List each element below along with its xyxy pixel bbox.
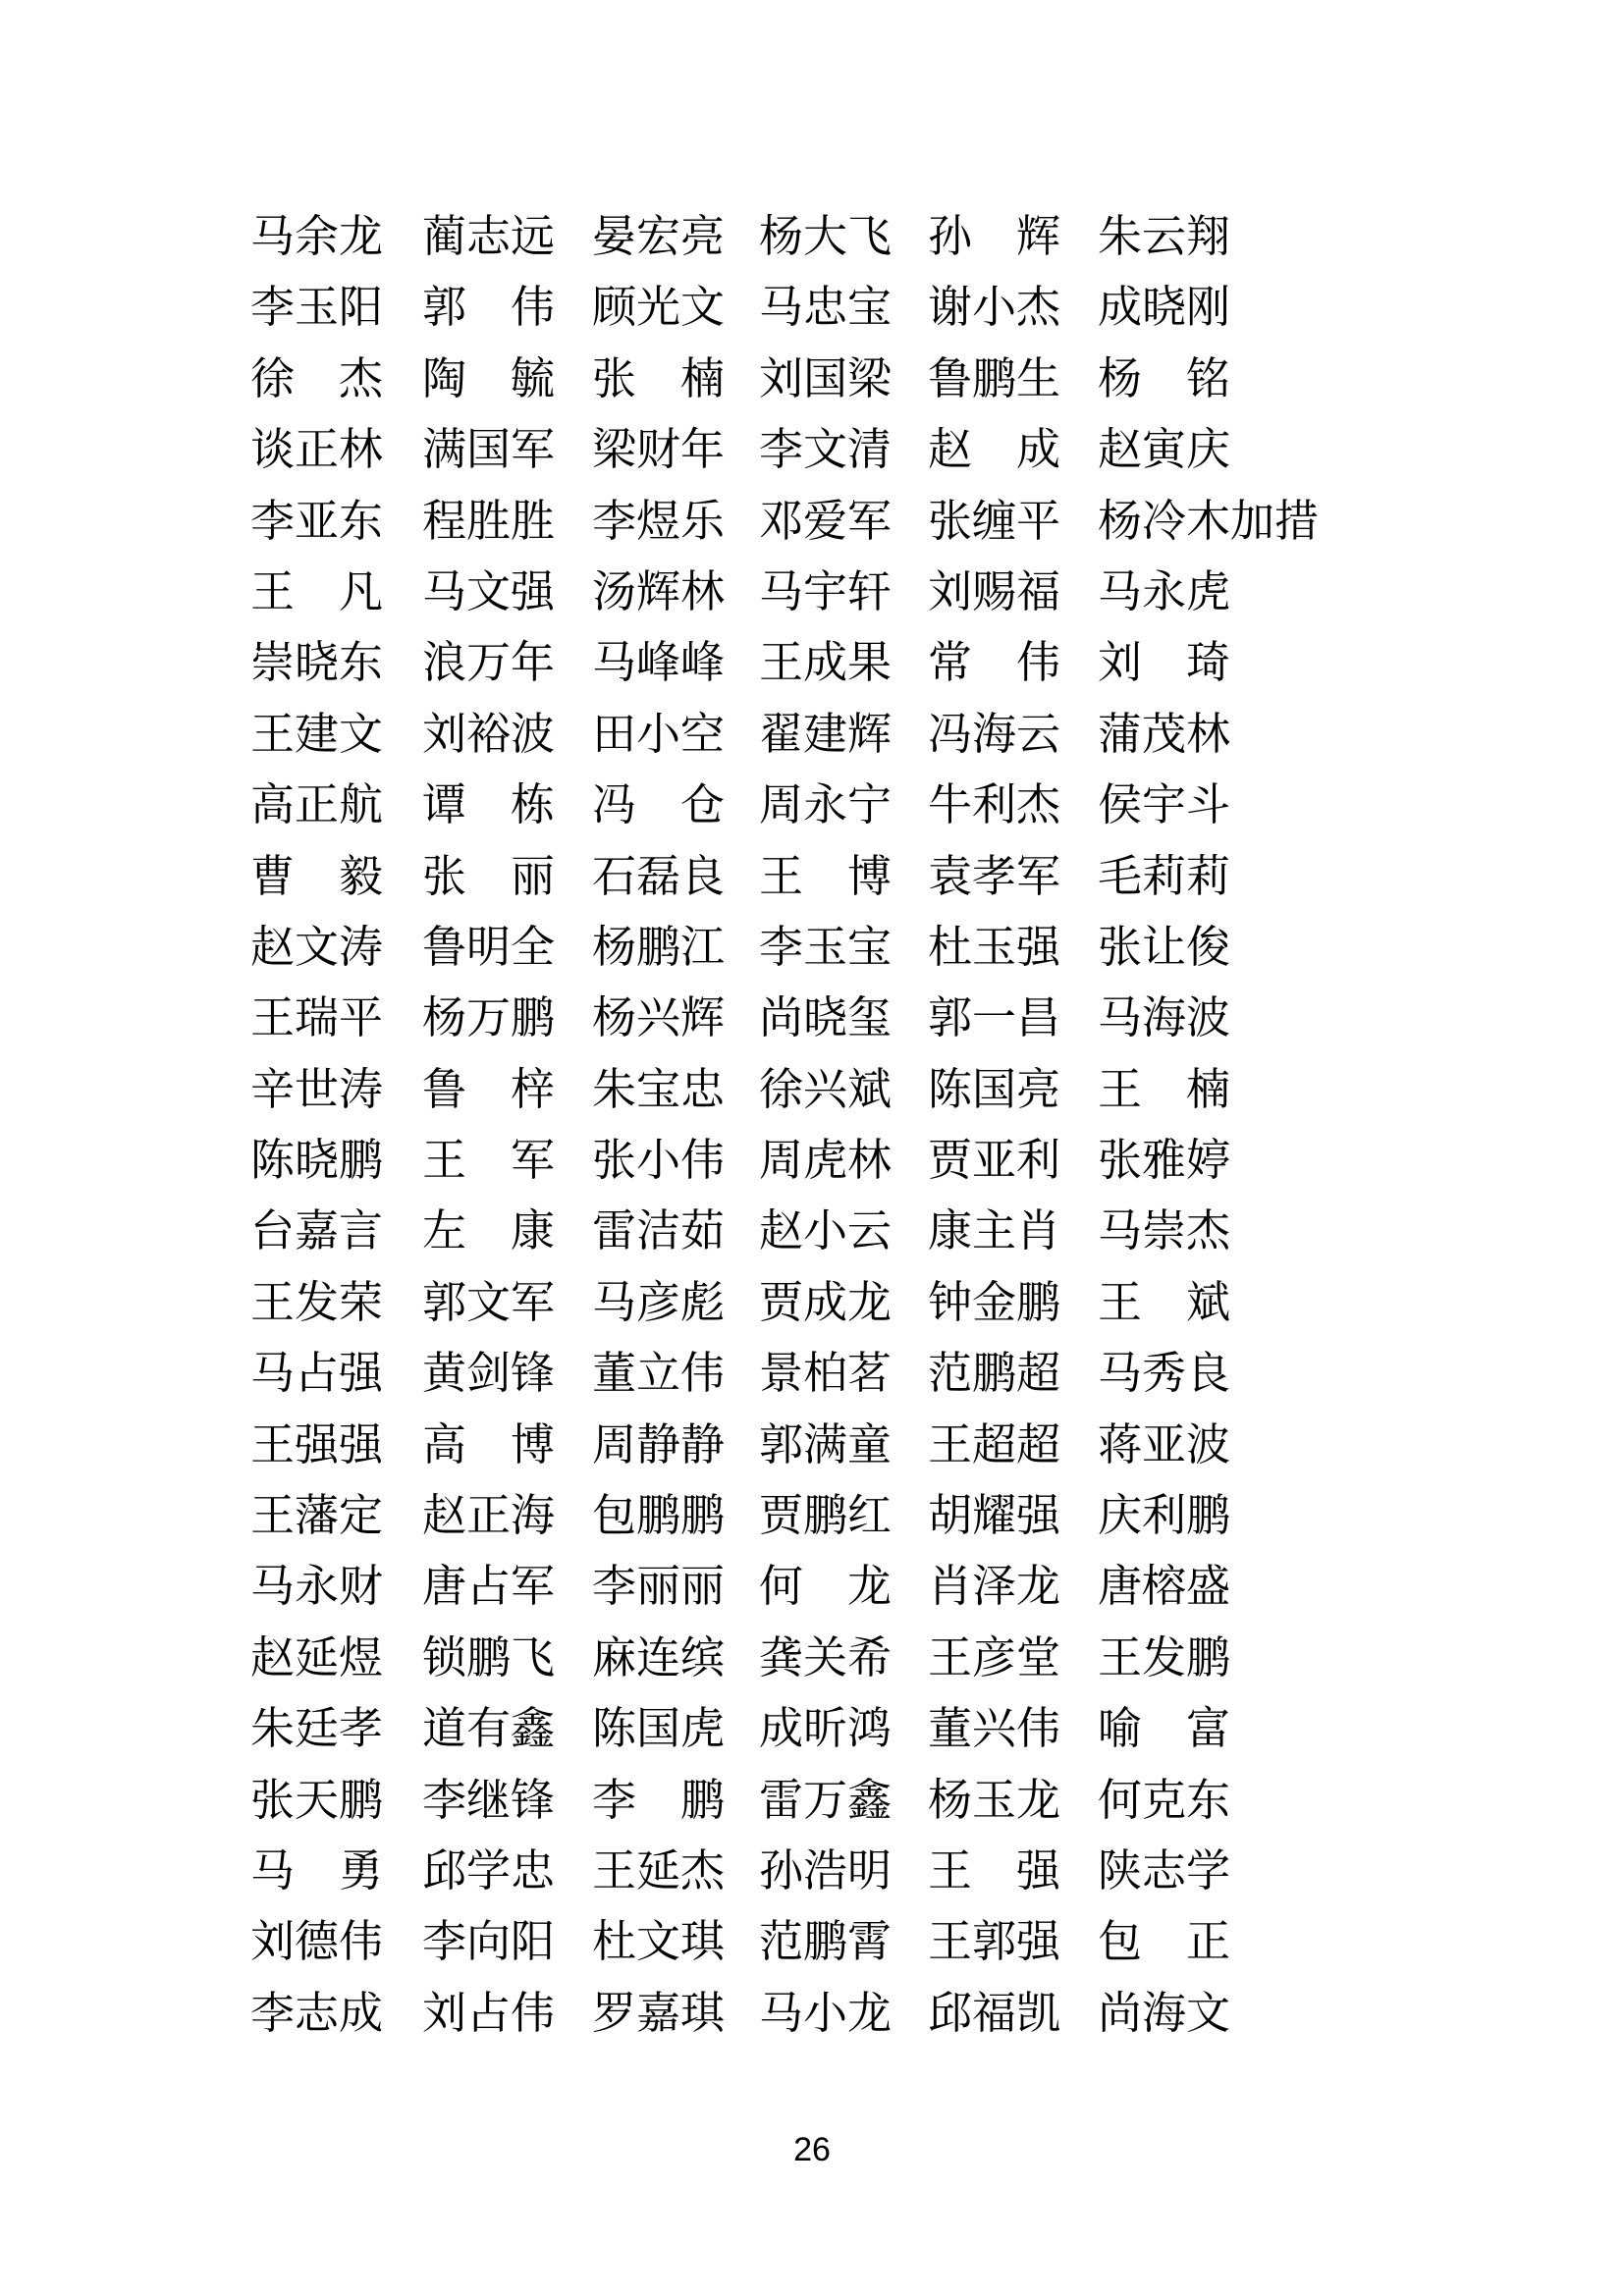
page-number: 26 [793,2131,831,2168]
name-cell: 李玉宝 [759,922,893,972]
name-cell: 雷洁茹 [592,1206,726,1256]
name-cell: 谭 栋 [422,780,556,830]
name-cell: 蔺志远 [422,212,556,261]
name-cell: 王藩定 [250,1491,384,1541]
name-row [250,1338,1488,1409]
name-row [250,414,1488,485]
name-cell: 成昕鸿 [759,1704,893,1754]
name-cell: 马海波 [1098,993,1231,1043]
name-cell: 马秀良 [1098,1349,1231,1399]
name-cell: 杜文琪 [592,1917,726,1967]
name-cell: 梁财年 [592,425,726,475]
name-row [250,1623,1488,1693]
name-cell: 程胜胜 [422,496,556,546]
name-cell: 王建文 [250,709,384,759]
name-cell: 刘 琦 [1098,638,1231,688]
name-cell: 邱福凯 [928,1988,1061,2038]
name-cell: 杨 铭 [1098,353,1231,403]
name-cell: 王强强 [250,1419,384,1469]
name-cell: 杨玉龙 [928,1775,1061,1825]
name-row [250,557,1488,627]
name-row [250,770,1488,840]
name-cell: 马崇杰 [1098,1206,1231,1256]
name-cell: 龚关希 [759,1632,893,1682]
name-cell: 刘德伟 [250,1917,384,1967]
name-cell: 景柏茗 [759,1349,893,1399]
name-row [250,1693,1488,1764]
name-cell: 王 强 [928,1845,1061,1896]
name-cell: 包 正 [1098,1917,1231,1967]
name-row [250,1196,1488,1266]
name-row [250,1978,1488,2049]
name-cell: 冯海云 [928,709,1061,759]
name-cell: 鲁明全 [422,922,556,972]
name-cell: 钟金鹏 [928,1277,1061,1327]
name-row [250,1906,1488,1977]
name-cell: 蒲茂林 [1098,709,1231,759]
name-cell: 康主肖 [928,1206,1061,1256]
name-cell: 满国军 [422,425,556,475]
name-cell: 郭满童 [759,1419,893,1469]
name-cell: 马永虎 [1098,566,1231,616]
name-cell: 王发荣 [250,1277,384,1327]
name-cell: 朱云翔 [1098,212,1231,261]
name-cell: 马彦彪 [592,1277,726,1327]
name-row [250,1836,1488,1906]
name-cell: 杨万鹏 [422,993,556,1043]
name-cell: 晏宏亮 [592,212,726,261]
name-cell: 顾光文 [592,283,726,333]
name-cell: 王瑞平 [250,993,384,1043]
name-row [250,486,1488,557]
name-cell: 李玉阳 [250,283,384,333]
name-cell: 唐榕盛 [1098,1562,1231,1612]
name-cell: 王 楠 [1098,1064,1231,1114]
name-cell: 张 楠 [592,353,726,403]
name-cell: 张 丽 [422,851,556,901]
name-row [250,1480,1488,1551]
name-cell: 马 勇 [250,1845,384,1896]
name-cell: 浪万年 [422,638,556,688]
name-cell: 王成果 [759,638,893,688]
name-cell: 刘裕波 [422,709,556,759]
name-cell: 刘国梁 [759,353,893,403]
name-row [250,841,1488,912]
name-cell: 谈正林 [250,425,384,475]
name-cell: 崇晓东 [250,638,384,688]
name-cell: 罗嘉琪 [592,1988,726,2038]
name-cell: 陈晓鹏 [250,1136,384,1186]
name-cell: 邓爱军 [759,496,893,546]
name-cell: 王 凡 [250,566,384,616]
name-cell: 马文强 [422,566,556,616]
name-row [250,272,1488,343]
name-cell: 毛莉莉 [1098,851,1231,901]
name-row [250,1125,1488,1196]
name-cell: 唐占军 [422,1562,556,1612]
name-cell: 辛世涛 [250,1064,384,1114]
name-cell: 陈国虎 [592,1704,726,1754]
name-cell: 李文清 [759,425,893,475]
name-cell: 赵文涛 [250,922,384,972]
name-cell: 王郭强 [928,1917,1061,1967]
name-cell: 李丽丽 [592,1562,726,1612]
name-row [250,1267,1488,1338]
name-cell: 鲁 梓 [422,1064,556,1114]
name-cell: 张小伟 [592,1136,726,1186]
name-cell: 何 龙 [759,1562,893,1612]
name-cell: 王超超 [928,1419,1061,1469]
name-row [250,627,1488,698]
name-cell: 陈国亮 [928,1064,1061,1114]
name-cell: 孙 辉 [928,212,1061,261]
name-cell: 马忠宝 [759,283,893,333]
name-cell: 陕志学 [1098,1845,1231,1896]
name-cell: 王彦堂 [928,1632,1061,1682]
name-cell: 朱宝忠 [592,1064,726,1114]
name-cell: 张天鹏 [250,1775,384,1825]
name-cell: 杨鹏江 [592,922,726,972]
name-cell: 台嘉言 [250,1206,384,1256]
name-row [250,983,1488,1053]
name-row [250,912,1488,983]
name-cell: 尚晓玺 [759,993,893,1043]
name-cell: 范鹏超 [928,1349,1061,1399]
name-cell: 范鹏霄 [759,1917,893,1967]
name-row [250,1765,1488,1836]
name-cell: 董兴伟 [928,1704,1061,1754]
name-cell: 王延杰 [592,1845,726,1896]
name-cell: 袁孝军 [928,851,1061,901]
name-cell: 朱廷孝 [250,1704,384,1754]
name-cell: 王 军 [422,1136,556,1186]
name-row [250,1551,1488,1622]
name-cell: 马宇轩 [759,566,893,616]
name-cell: 马小龙 [759,1988,893,2038]
name-cell: 周虎林 [759,1136,893,1186]
name-cell: 何克东 [1098,1775,1231,1825]
name-cell: 陶 毓 [422,353,556,403]
name-cell: 李煜乐 [592,496,726,546]
name-row [250,201,1488,272]
name-cell: 周永宁 [759,780,893,830]
name-cell: 庆利鹏 [1098,1491,1231,1541]
name-cell: 赵 成 [928,425,1061,475]
name-cell: 赵小云 [759,1206,893,1256]
name-row [250,699,1488,770]
name-cell: 道有鑫 [422,1704,556,1754]
name-cell: 锁鹏飞 [422,1632,556,1682]
name-cell: 赵正海 [422,1491,556,1541]
name-cell: 李向阳 [422,1917,556,1967]
name-cell: 尚海文 [1098,1988,1231,2038]
name-cell: 成晓刚 [1098,283,1231,333]
name-cell: 贾成龙 [759,1277,893,1327]
name-cell: 赵寅庆 [1098,425,1231,475]
name-cell: 张缠平 [928,496,1061,546]
name-cell: 胡耀强 [928,1491,1061,1541]
name-row [250,1054,1488,1125]
name-cell: 高正航 [250,780,384,830]
name-cell: 王 博 [759,851,893,901]
name-cell: 李继锋 [422,1775,556,1825]
name-cell: 常 伟 [928,638,1061,688]
name-grid [250,201,1488,2049]
name-cell: 石磊良 [592,851,726,901]
name-cell: 张让俊 [1098,922,1231,972]
name-row [250,344,1488,414]
name-cell: 董立伟 [592,1349,726,1399]
name-cell: 高 博 [422,1419,556,1469]
name-row [250,1410,1488,1480]
name-cell: 徐兴斌 [759,1064,893,1114]
name-cell: 麻连缤 [592,1632,726,1682]
name-cell: 李亚东 [250,496,384,546]
name-cell: 侯宇斗 [1098,780,1231,830]
name-cell: 冯 仓 [592,780,726,830]
name-cell: 马余龙 [250,212,384,261]
name-cell: 牛利杰 [928,780,1061,830]
name-cell: 杨兴辉 [592,993,726,1043]
name-cell: 左 康 [422,1206,556,1256]
name-cell: 李 鹏 [592,1775,726,1825]
name-cell: 肖泽龙 [928,1562,1061,1612]
name-cell: 刘占伟 [422,1988,556,2038]
name-cell: 王发鹏 [1098,1632,1231,1682]
name-cell: 郭 伟 [422,283,556,333]
name-cell: 赵延煜 [250,1632,384,1682]
name-cell: 郭一昌 [928,993,1061,1043]
name-cell: 雷万鑫 [759,1775,893,1825]
name-cell: 孙浩明 [759,1845,893,1896]
name-cell: 翟建辉 [759,709,893,759]
name-cell: 徐 杰 [250,353,384,403]
name-cell: 贾亚利 [928,1136,1061,1186]
name-cell: 马占强 [250,1349,384,1399]
name-cell: 包鹏鹏 [592,1491,726,1541]
name-cell: 贾鹏红 [759,1491,893,1541]
name-cell: 曹 毅 [250,851,384,901]
name-cell: 杨冷木加措 [1098,496,1320,546]
name-cell: 马峰峰 [592,638,726,688]
name-cell: 蒋亚波 [1098,1419,1231,1469]
name-cell: 刘赐福 [928,566,1061,616]
name-cell: 杨大飞 [759,212,893,261]
name-cell: 黄剑锋 [422,1349,556,1399]
name-cell: 李志成 [250,1988,384,2038]
name-cell: 张雅婷 [1098,1136,1231,1186]
name-cell: 邱学忠 [422,1845,556,1896]
name-cell: 田小空 [592,709,726,759]
name-cell: 周静静 [592,1419,726,1469]
name-cell: 谢小杰 [928,283,1061,333]
name-cell: 王 斌 [1098,1277,1231,1327]
name-cell: 鲁鹏生 [928,353,1061,403]
name-cell: 喻 富 [1098,1704,1231,1754]
name-cell: 郭文军 [422,1277,556,1327]
name-cell: 马永财 [250,1562,384,1612]
name-cell: 汤辉林 [592,566,726,616]
name-cell: 杜玉强 [928,922,1061,972]
